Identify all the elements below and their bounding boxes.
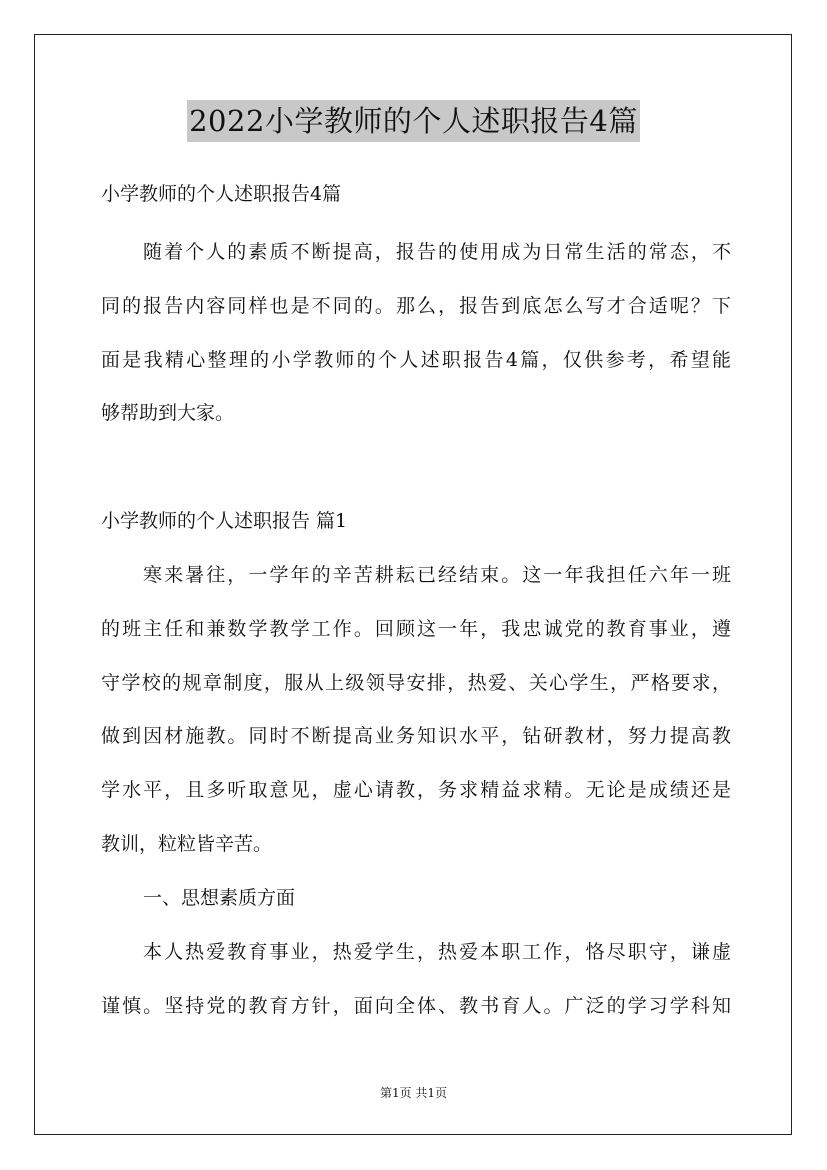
title-container bbox=[0, 100, 827, 142]
section1-line-4: 做到因材施教。同时不断提高业务知识水平，钻研教材，努力提高教 bbox=[101, 725, 731, 747]
section1-line-1: 寒来暑往，一学年的辛苦耕耘已经结束。这一年我担任六年一班 bbox=[143, 564, 731, 586]
section1-line-6: 教训，粒粒皆辛苦。 bbox=[101, 833, 273, 855]
subsection1-line-1: 本人热爱教育事业，热爱学生，热爱本职工作，恪尽职守，谦虚 bbox=[143, 941, 731, 963]
subsection1-line-2: 谨慎。坚持党的教育方针，面向全体、教书育人。广泛的学习学科知 bbox=[101, 995, 731, 1017]
intro-line-2: 同的报告内容同样也是不同的。那么，报告到底怎么写才合适呢？下 bbox=[101, 295, 731, 317]
section1-heading: 小学教师的个人述职报告 篇1 bbox=[101, 510, 348, 532]
intro-line-3: 面是我精心整理的小学教师的个人述职报告4篇，仅供参考，希望能 bbox=[101, 349, 731, 371]
section1-line-2: 的班主任和兼数学教学工作。回顾这一年，我忠诚党的教育事业，遵 bbox=[101, 618, 731, 640]
intro-line-4: 够帮助到大家。 bbox=[101, 402, 235, 424]
subsection1-heading: 一、思想素质方面 bbox=[143, 887, 296, 909]
section1-line-5: 学水平，且多听取意见，虚心请教，务求精益求精。无论是成绩还是 bbox=[101, 779, 731, 801]
intro-line-1: 随着个人的素质不断提高，报告的使用成为日常生活的常态，不 bbox=[143, 241, 731, 263]
page-footer: 第1页 共1页 bbox=[379, 1086, 448, 1100]
document-title: 2022小学教师的个人述职报告4篇 bbox=[187, 100, 640, 142]
document-subtitle: 小学教师的个人述职报告4篇 bbox=[101, 183, 342, 205]
section1-line-3: 守学校的规章制度，服从上级领导安排，热爱、关心学生，严格要求， bbox=[101, 672, 731, 694]
